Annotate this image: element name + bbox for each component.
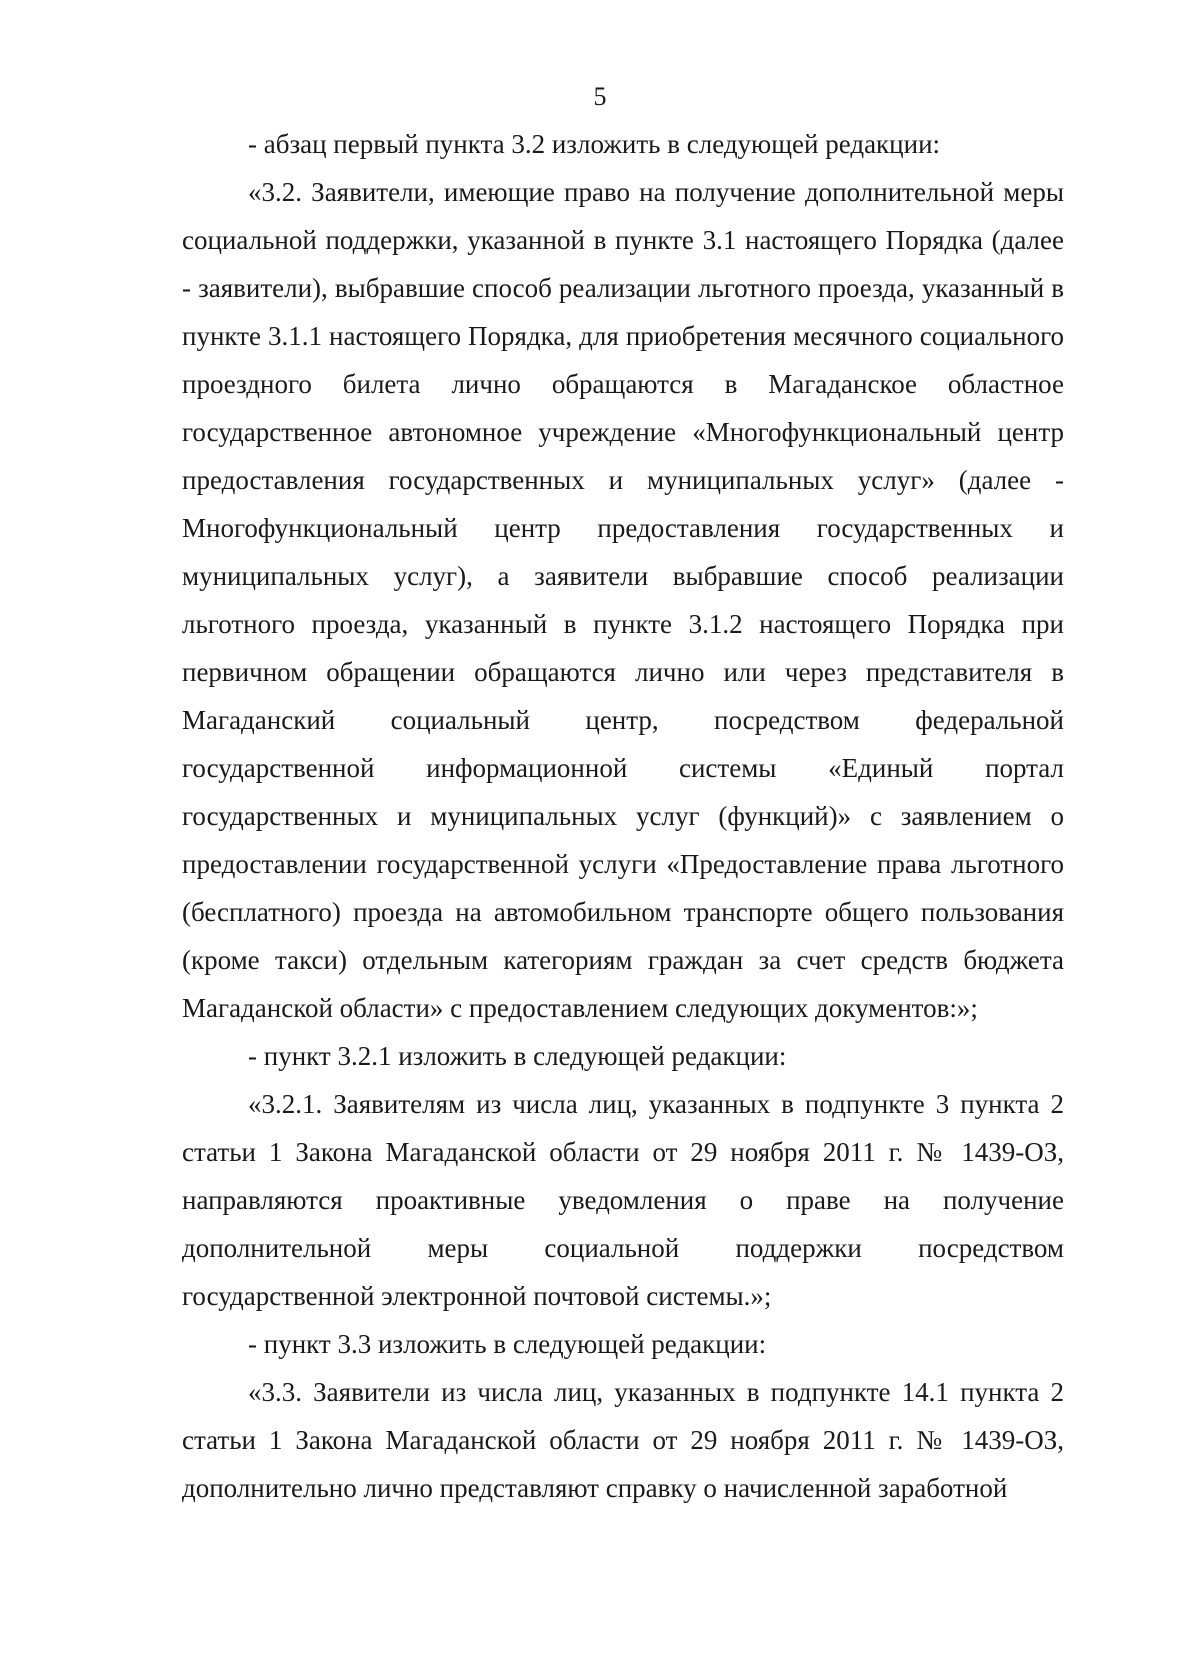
page-number: 5 — [593, 82, 607, 111]
paragraph-amendment-intro-3-2: - абзац первый пункта 3.2 изложить в следующей редакции: — [248, 129, 941, 159]
paragraph-clause-3-2: «3.2. Заявители, имеющие право на получение дополнительной меры социальной поддержки, указанной в пункте 3.1 настоящего Порядка (далее - заявители), выбравшие способ реализации льготного проезда, указанный в пункте 3.1.1 настоящего Порядка, для приобретения месячного социального проездного билета лично обращаются в Магаданское областное государственное автономное учреждение «Многофункциональный центр предоставления государственных и муниципальных услуг» (далее - Многофункциональный центр предоставления государственных и муниципальных услуг), а заявители выбравшие способ реализации льготного проезда, указанный в пункте 3.1.2 настоящего Порядка при первичном обращении обращаются лично или через представителя в Магаданский социальный центр, посредством федеральной государственной информационной системы «Единый портал государственных и муниципальных услуг (функций)» с заявлением о предоставлении государственной услуги «Предоставление права льготного (бесплатного) проезда на автомобильном транспорте общего пользования (кроме такси) отдельным категориям граждан за счет средств бюджета Магаданской области» с предоставлением следующих документов:»; — [182, 177, 1064, 1023]
paragraph-amendment-intro-3-2-1: - пункт 3.2.1 изложить в следующей редакции: — [248, 1041, 787, 1071]
paragraph-clause-3-2-1: «3.2.1. Заявителям из числа лиц, указанных в подпункте 3 пункта 2 статьи 1 Закона Магаданской области от 29 ноября 2011 г. № 1439-ОЗ, направляются проактивные уведомления о праве на получение дополнительной меры социальной поддержки посредством государственной электронной почтовой системы.»; — [182, 1089, 1064, 1311]
paragraph-clause-3-3: «3.3. Заявители из числа лиц, указанных в подпункте 14.1 пункта 2 статьи 1 Закона Магаданской области от 29 ноября 2011 г. № 1439-ОЗ, дополнительно лично представляют справку о начисленной заработной — [182, 1377, 1064, 1503]
paragraph-amendment-intro-3-3: - пункт 3.3 изложить в следующей редакции: — [248, 1329, 767, 1359]
document-body — [182, 120, 1064, 1512]
